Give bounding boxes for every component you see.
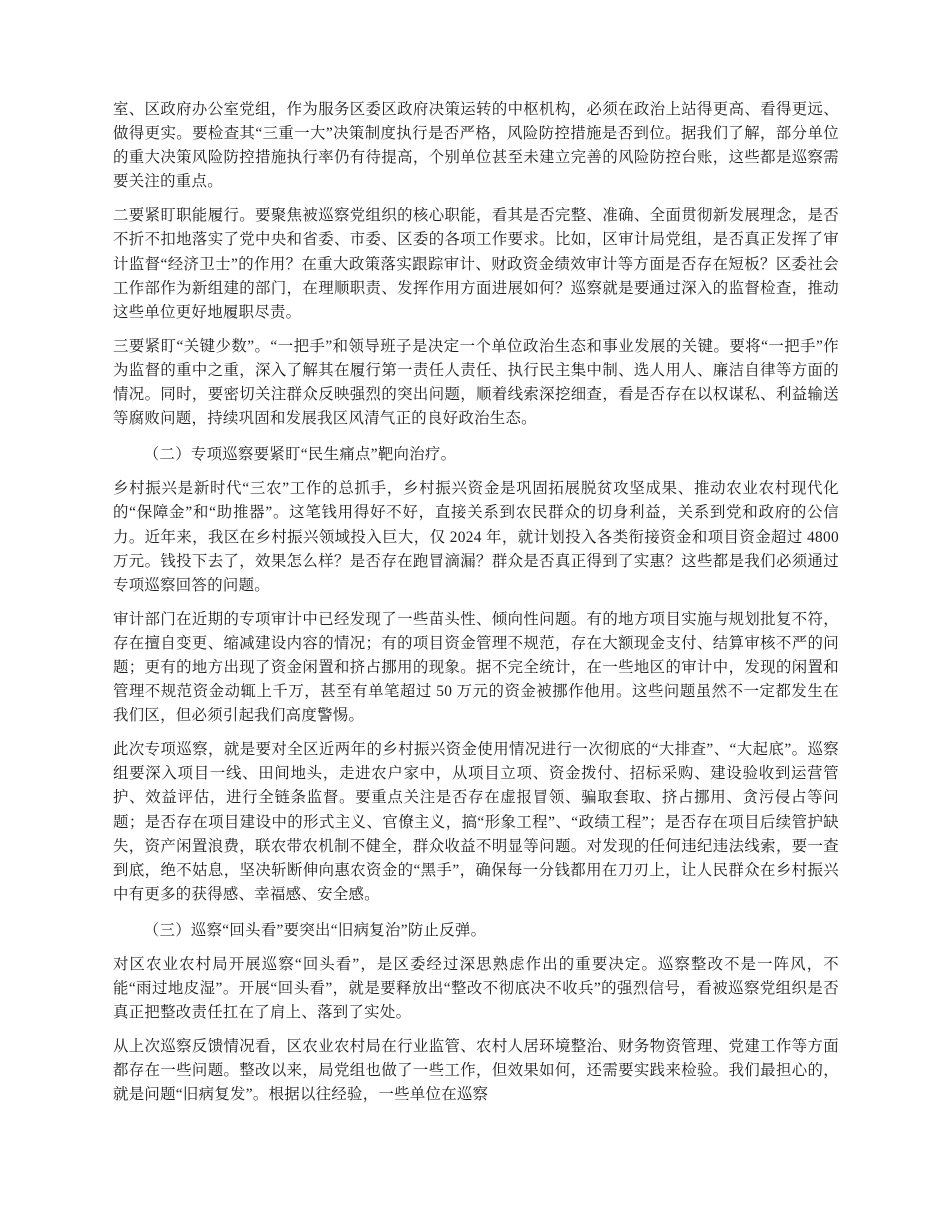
document-text-body bbox=[113, 98, 839, 1108]
paragraph-special-inspection-scope: 此次专项巡察，就是要对全区近两年的乡村振兴资金使用情况进行一次彻底的“大排查”、“大起底”。巡察组要深入项目一线、田间地头，走进农户家中，从项目立项、资金拨付、招标采购、建设验收到运营管护、效益评估，进行全链条监督。要重点关注是否存在虚报冒领、骗取套取、挤占挪用、贪污侵占等问题；是否存在项目建设中的形式主义、官僚主义，搞“形象工程”、“政绩工程”；是否存在项目后续管护缺失，资产闲置浪费，联农带农机制不健全，群众收益不明显等问题。对发现的任何违纪违法线索，要一查到底，绝不姑息，坚决斩断伸向惠农资金的“黑手”，确保每一分钱都用在刀刃上，让人民群众在乡村振兴中有更多的获得感、幸福感、安全感。 bbox=[113, 741, 839, 903]
paragraph-key-minority: 三要紧盯“关键少数”。“一把手”和领导班子是决定一个单位政治生态和事业发展的关键。要将“一把手”作为监督的重中之重，深入了解其在履行第一责任人责任、执行民主集中制、选人用人、廉洁自律等方面的情况。同时，要密切关注群众反映强烈的突出问题，顺着线索深挖细查，看是否存在以权谋私、利益输送等腐败问题，持续巩固和发展我区风清气正的良好政治生态。 bbox=[113, 337, 839, 428]
paragraph-rural-revitalization-funds: 乡村振兴是新时代“三农”工作的总抓手，乡村振兴资金是巩固拓展脱贫攻坚成果、推动农业农村现代化的“保障金”和“助推器”。这笔钱用得好不好，直接关系到农民群众的切身利益，关系到党和政府的公信力。近年来，我区在乡村振兴领域投入巨大，仅 2024 年，就计划投入各类衔接资金和项目资金超过 4800 万元。钱投下去了，效果怎么样？是否存在跑冒滴漏？群众是否真正得到了实惠？这些都是我们必须通过专项巡察回答的问题。 bbox=[113, 480, 839, 594]
section-heading-three: （三）巡察“回头看”要突出“旧病复治”防止反弹。 bbox=[143, 921, 487, 939]
paragraph-look-back-decision: 对区农业农村局开展巡察“回头看”，是区委经过深思熟虑作出的重要决定。巡察整改不是一阵风，不能“雨过地皮湿”。开展“回头看”，就是要释放出“整改不彻底决不收兵”的强烈信号，看被巡察党组织是否真正把整改责任扛在了肩上、落到了实处。 bbox=[113, 956, 839, 1022]
paragraph-decision-mechanism: 室、区政府办公室党组，作为服务区委区政府决策运转的中枢机构，必须在政治上站得更高、看得更远、做得更实。要检查其“三重一大”决策制度执行是否严格，风险防控措施是否到位。据我们了解，部分单位的重大决策风险防控措施执行率仍有待提高，个别单位甚至未建立完善的风险防控台账，这些都是巡察需要关注的重点。 bbox=[113, 101, 839, 191]
paragraph-previous-feedback: 从上次巡察反馈情况看，区农业农村局在行业监管、农村人居环境整治、财务物资管理、党建工作等方面都存在一些问题。整改以来，局党组也做了一些工作，但效果如何，还需要实践来检验。我们最担心的，就是问题“旧病复发”。根据以往经验，一些单位在巡察 bbox=[113, 1038, 839, 1104]
section-heading-two: （二）专项巡察要紧盯“民生痛点”靶向治疗。 bbox=[143, 446, 457, 464]
paragraph-audit-findings: 审计部门在近期的专项审计中已经发现了一些苗头性、倾向性问题。有的地方项目实施与规划批复不符，存在擅自变更、缩减建设内容的情况；有的项目资金管理不规范，存在大额现金支付、结算审核不严的问题；更有的地方出现了资金闲置和挤占挪用的现象。据不完全统计，在一些地区的审计中，发现的闲置和管理不规范资金动辄上千万，甚至有单笔超过 50 万元的资金被挪作他用。这些问题虽然不一定都发生在我们区，但必须引起我们高度警惕。 bbox=[113, 610, 839, 725]
paragraph-function-performance: 二要紧盯职能履行。要聚焦被巡察党组织的核心职能，看其是否完整、准确、全面贯彻新发展理念，是否不折不扣地落实了党中央和省委、市委、区委的各项工作要求。比如，区审计局党组，是否真正发挥了审计监督“经济卫士”的作用？在重大政策落实跟踪审计、财政资金绩效审计等方面是否存在短板？区委社会工作部作为新组建的部门，在理顺职责、发挥作用方面进展如何？巡察就是要通过深入的监督检查，推动这些单位更好地履职尽责。 bbox=[113, 207, 839, 321]
